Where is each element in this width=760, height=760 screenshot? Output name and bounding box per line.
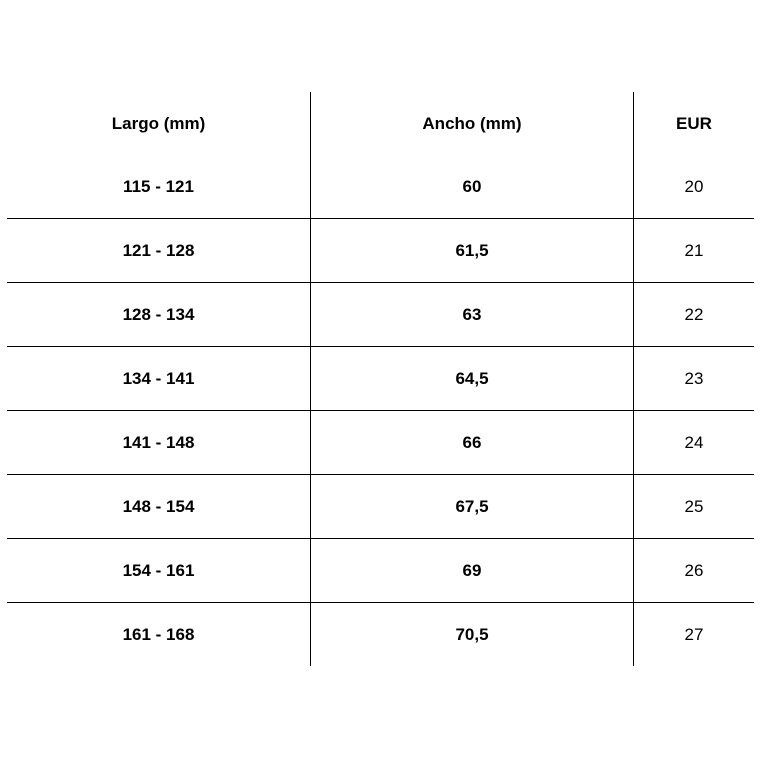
cell-largo: 115 - 121 xyxy=(7,155,311,219)
cell-largo: 161 - 168 xyxy=(7,603,311,667)
cell-ancho: 60 xyxy=(311,155,634,219)
header-eur: EUR xyxy=(676,113,712,133)
table-header xyxy=(7,92,754,155)
table-row xyxy=(7,475,754,539)
cell-eur: 26 xyxy=(684,560,704,580)
cell-largo: 141 - 148 xyxy=(7,411,311,475)
cell-ancho: 69 xyxy=(311,539,634,603)
cell-eur: 24 xyxy=(684,432,704,452)
header-row xyxy=(7,92,754,155)
table-row xyxy=(7,603,754,667)
cell-largo: 128 - 134 xyxy=(7,283,311,347)
cell-largo: 154 - 161 xyxy=(7,539,311,603)
cell-eur: 23 xyxy=(684,368,704,388)
cell-ancho: 61,5 xyxy=(311,219,634,283)
table-body xyxy=(7,155,754,666)
cell-ancho: 64,5 xyxy=(311,347,634,411)
cell-ancho: 67,5 xyxy=(311,475,634,539)
header-largo: Largo (mm) xyxy=(7,92,311,155)
cell-largo: 148 - 154 xyxy=(7,475,311,539)
cell-eur: 20 xyxy=(684,176,704,196)
header-ancho: Ancho (mm) xyxy=(311,92,634,155)
table-row xyxy=(7,411,754,475)
cell-ancho: 66 xyxy=(311,411,634,475)
table-row xyxy=(7,283,754,347)
table-row xyxy=(7,155,754,219)
size-chart-table xyxy=(7,92,754,666)
cell-largo: 134 - 141 xyxy=(7,347,311,411)
table-row xyxy=(7,219,754,283)
cell-eur: 25 xyxy=(684,496,704,516)
cell-eur: 27 xyxy=(684,624,704,644)
cell-eur: 22 xyxy=(684,304,704,324)
cell-ancho: 70,5 xyxy=(311,603,634,667)
cell-ancho: 63 xyxy=(311,283,634,347)
cell-largo: 121 - 128 xyxy=(7,219,311,283)
table-row xyxy=(7,539,754,603)
cell-eur: 21 xyxy=(684,240,704,260)
table-row xyxy=(7,347,754,411)
